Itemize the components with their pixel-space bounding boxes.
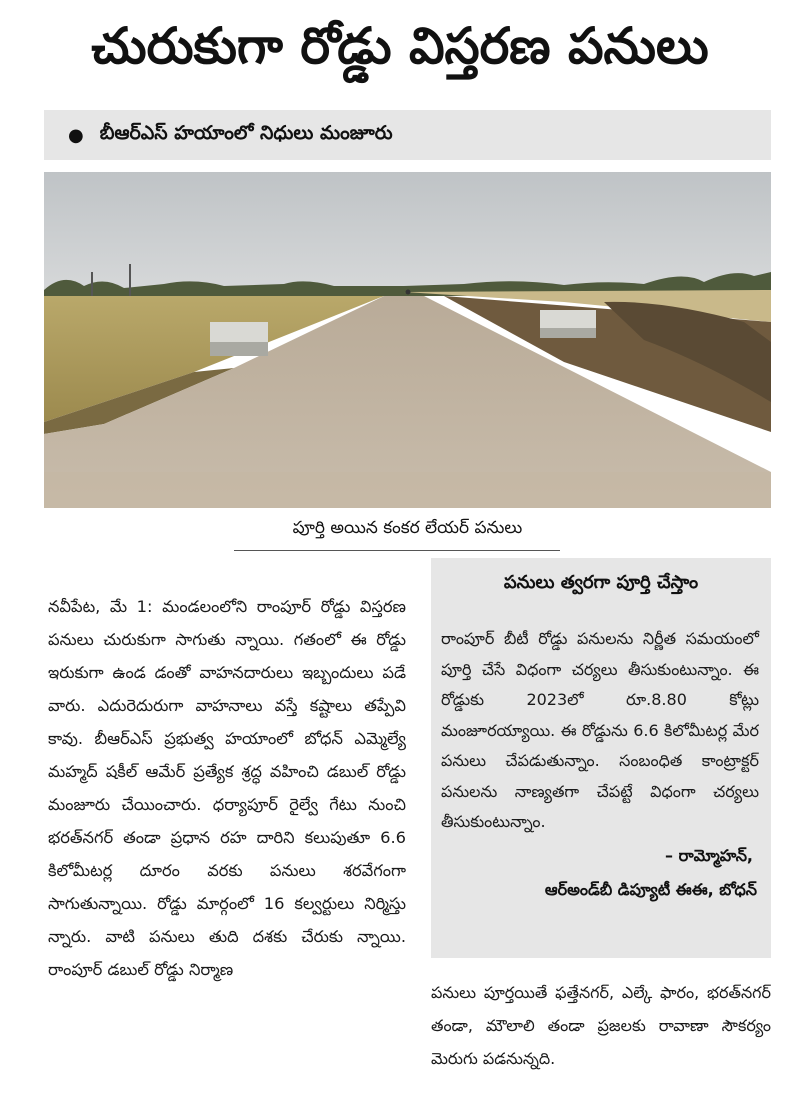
road-photo	[44, 172, 771, 508]
subheadline-text: బీఆర్ఎస్ హయాంలో నిధులు మంజూరు	[99, 121, 393, 144]
article-body-text: నవీపేట, మే 1: మండలంలోని రాంపూర్ రోడ్డు విస్తరణ పనులు చురుకుగా సాగుతు న్నాయి. గతంలో ఈ రోడ్డు ఇరుకుగా ఉండ డంతో వాహనదారులు ఇబ్బందులు పడే వారు. ఎదురెదురుగా వాహనాలు వస్తే కష్టాలు తప్పేవి కావు. బీఆర్ఎస్ ప్రభుత్వ హయాంలో బోధన్ ఎమ్మెల్యే మహ్మద్ షకీల్ ఆమేర్ ప్రత్యేక శ్రద్ధ వహించి డబుల్ రోడ్డు మంజూరు చేయించారు. ధర్యాపూర్ రైల్వే గేటు నుంచి భరత్‌నగర్ తండా ప్రధాన రహ దారిని కలుపుతూ 6.6 కిలోమీటర్ల దూరం వరకు పనులు శరవేగంగా సాగుతున్నాయి. రోడ్డు మార్గంలో 16 కల్వర్టులు నిర్మిస్తు న్నారు. వాటి పనులు తుది దశకు చేరుకు న్నాయి. రాంపూర్ డబుల్ రోడ్డు నిర్మాణ	[48, 597, 406, 979]
article-continuation-text: పనులు పూర్తయితే ఫత్తేనగర్, ఎల్కే ఫారం, భరత్‌నగర్ తండా, మౌలాలి తండా ప్రజలకు రావాణా సౌకర్యం మెరుగు పడనున్నది.	[431, 983, 771, 1068]
sidebar-body	[441, 624, 759, 838]
photo-caption: పూర్తి అయిన కంకర లేయర్ పనులు	[292, 518, 523, 538]
article-body-column	[48, 590, 406, 986]
sidebar-body-text: రాంపూర్ బీటీ రోడ్డు పనులను నిర్ణీత సమయంలో పూర్తి చేసే విధంగా చర్యలు తీసుకుంటున్నాం. ఈ రోడ్డుకు 2023లో రూ.8.80 కోట్లు మంజూరయ్యాయి. ఈ రోడ్డును 6.6 కిలోమీటర్ల మేర పనులు చేపడుతున్నాం. సంబంధిత కాంట్రాక్టర్ పనులను నాణ్యతగా చేపట్టే విధంగా చర్యలు తీసుకుంటున్నాం.	[441, 629, 759, 831]
bullet-icon: ●	[68, 124, 84, 146]
article-continuation-column	[431, 976, 771, 1075]
quote-sidebar-box	[431, 558, 771, 958]
headline: చురుకుగా రోడ్డు విస్తరణ పనులు	[91, 16, 709, 75]
subheadline-bar	[44, 110, 771, 160]
sidebar-title: పనులు త్వరగా పూర్తి చేస్తాం	[503, 572, 699, 593]
sidebar-signature-name: – రామ్మోహన్,	[665, 846, 753, 865]
sidebar-signature-title: ఆర్అండ్‌బీ డిప్యూటీ ఈఈ, బోధన్	[544, 880, 757, 899]
caption-divider	[234, 550, 560, 551]
